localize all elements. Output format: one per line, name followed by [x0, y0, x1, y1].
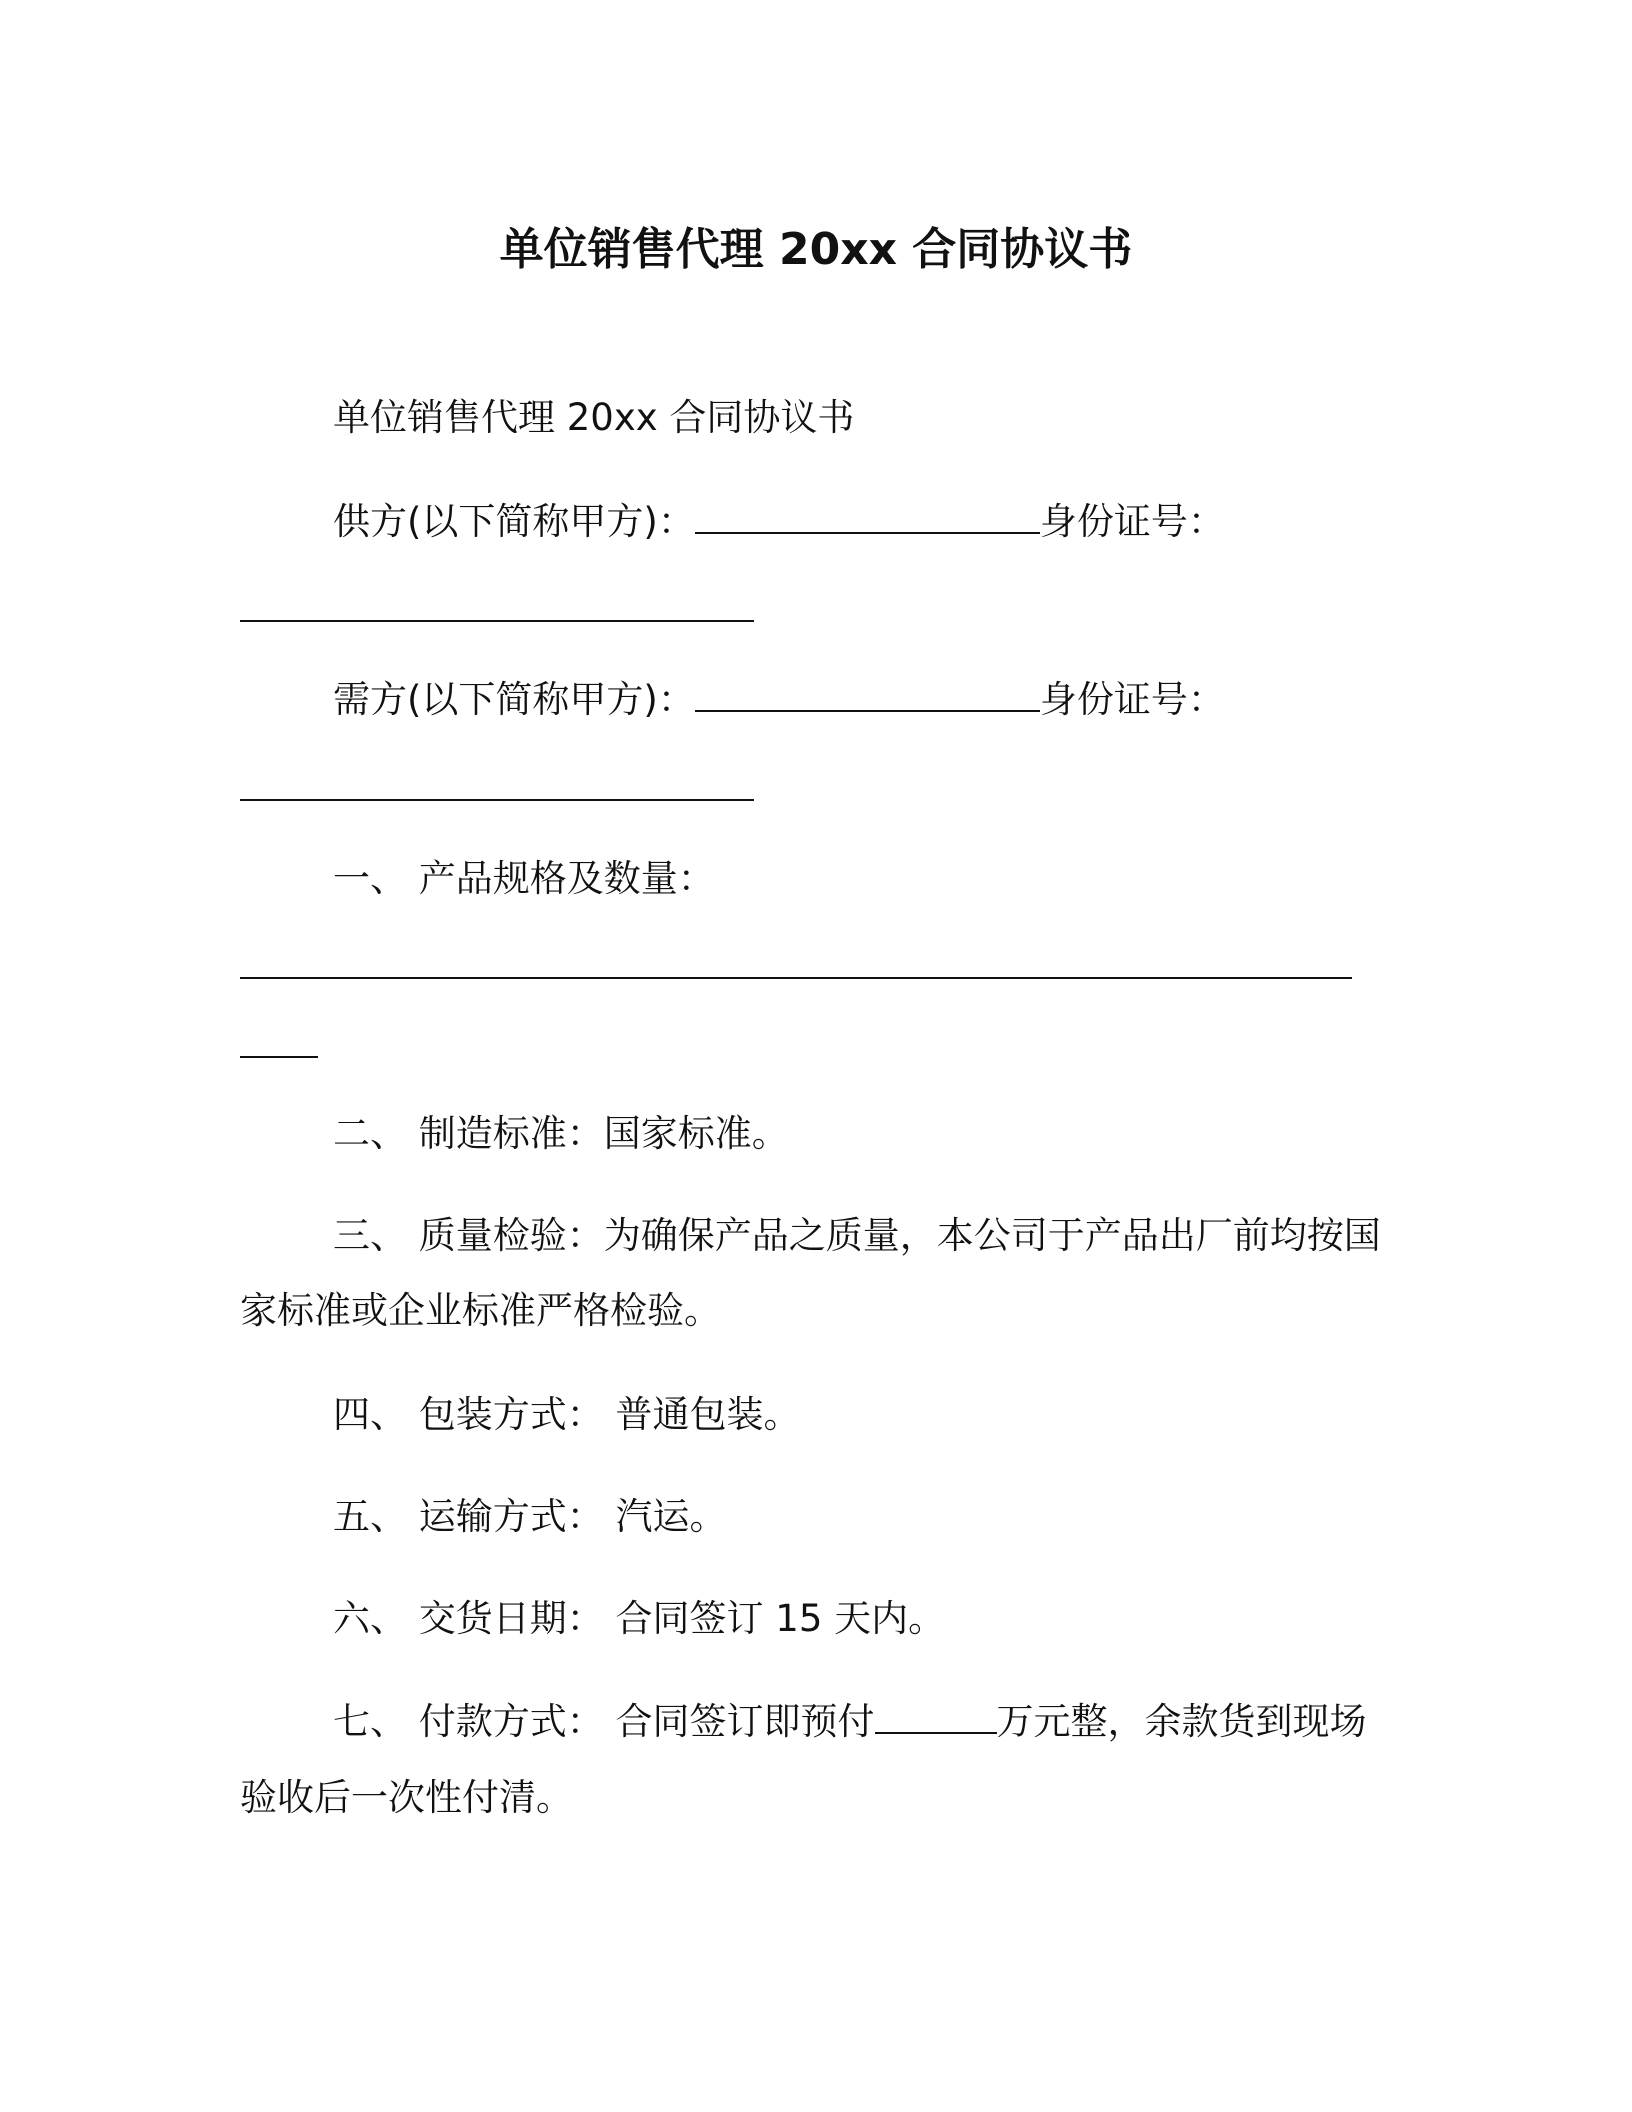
clause-3-line2: 家标准或企业标准严格检验。 [240, 1289, 721, 1332]
supplier-name-blank [695, 502, 1040, 534]
clause-1: 一、 产品规格及数量： [333, 857, 715, 900]
buyer-name-blank [695, 680, 1040, 712]
clause-2: 二、 制造标准：国家标准。 [333, 1112, 789, 1155]
supplier-id-blank [240, 620, 754, 622]
product-spec-blank-line2 [240, 1056, 318, 1058]
clause-7-line1 [333, 1698, 1367, 1746]
buyer-label: 需方(以下简称甲方)： [333, 678, 695, 721]
supplier-label: 供方(以下简称甲方)： [333, 500, 695, 543]
buyer-id-blank [240, 799, 754, 801]
clause-5: 五、 运输方式： 汽运。 [333, 1495, 727, 1538]
clause-7-part2: 万元整，余款货到现场 [996, 1700, 1367, 1743]
clause-7-line2: 验收后一次性付清。 [240, 1776, 573, 1819]
clause-6: 六、 交货日期： 合同签订 15 天内。 [333, 1597, 946, 1640]
document-title: 单位销售代理 20xx 合同协议书 [499, 224, 1133, 275]
supplier-line [333, 498, 1225, 546]
supplier-id-label: 身份证号： [1039, 500, 1225, 543]
document-subtitle: 单位销售代理 20xx 合同协议书 [333, 396, 855, 439]
clause-7-part1: 七、 付款方式： 合同签订即预付 [333, 1700, 875, 1743]
clause-3-line1: 三、 质量检验：为确保产品之质量，本公司于产品出厂前均按国 [333, 1214, 1381, 1257]
product-spec-blank-line1 [240, 977, 1352, 979]
buyer-id-label: 身份证号： [1039, 678, 1225, 721]
prepayment-amount-blank [875, 1702, 997, 1734]
clause-4: 四、 包装方式： 普通包装。 [333, 1393, 801, 1436]
buyer-line [333, 676, 1225, 724]
